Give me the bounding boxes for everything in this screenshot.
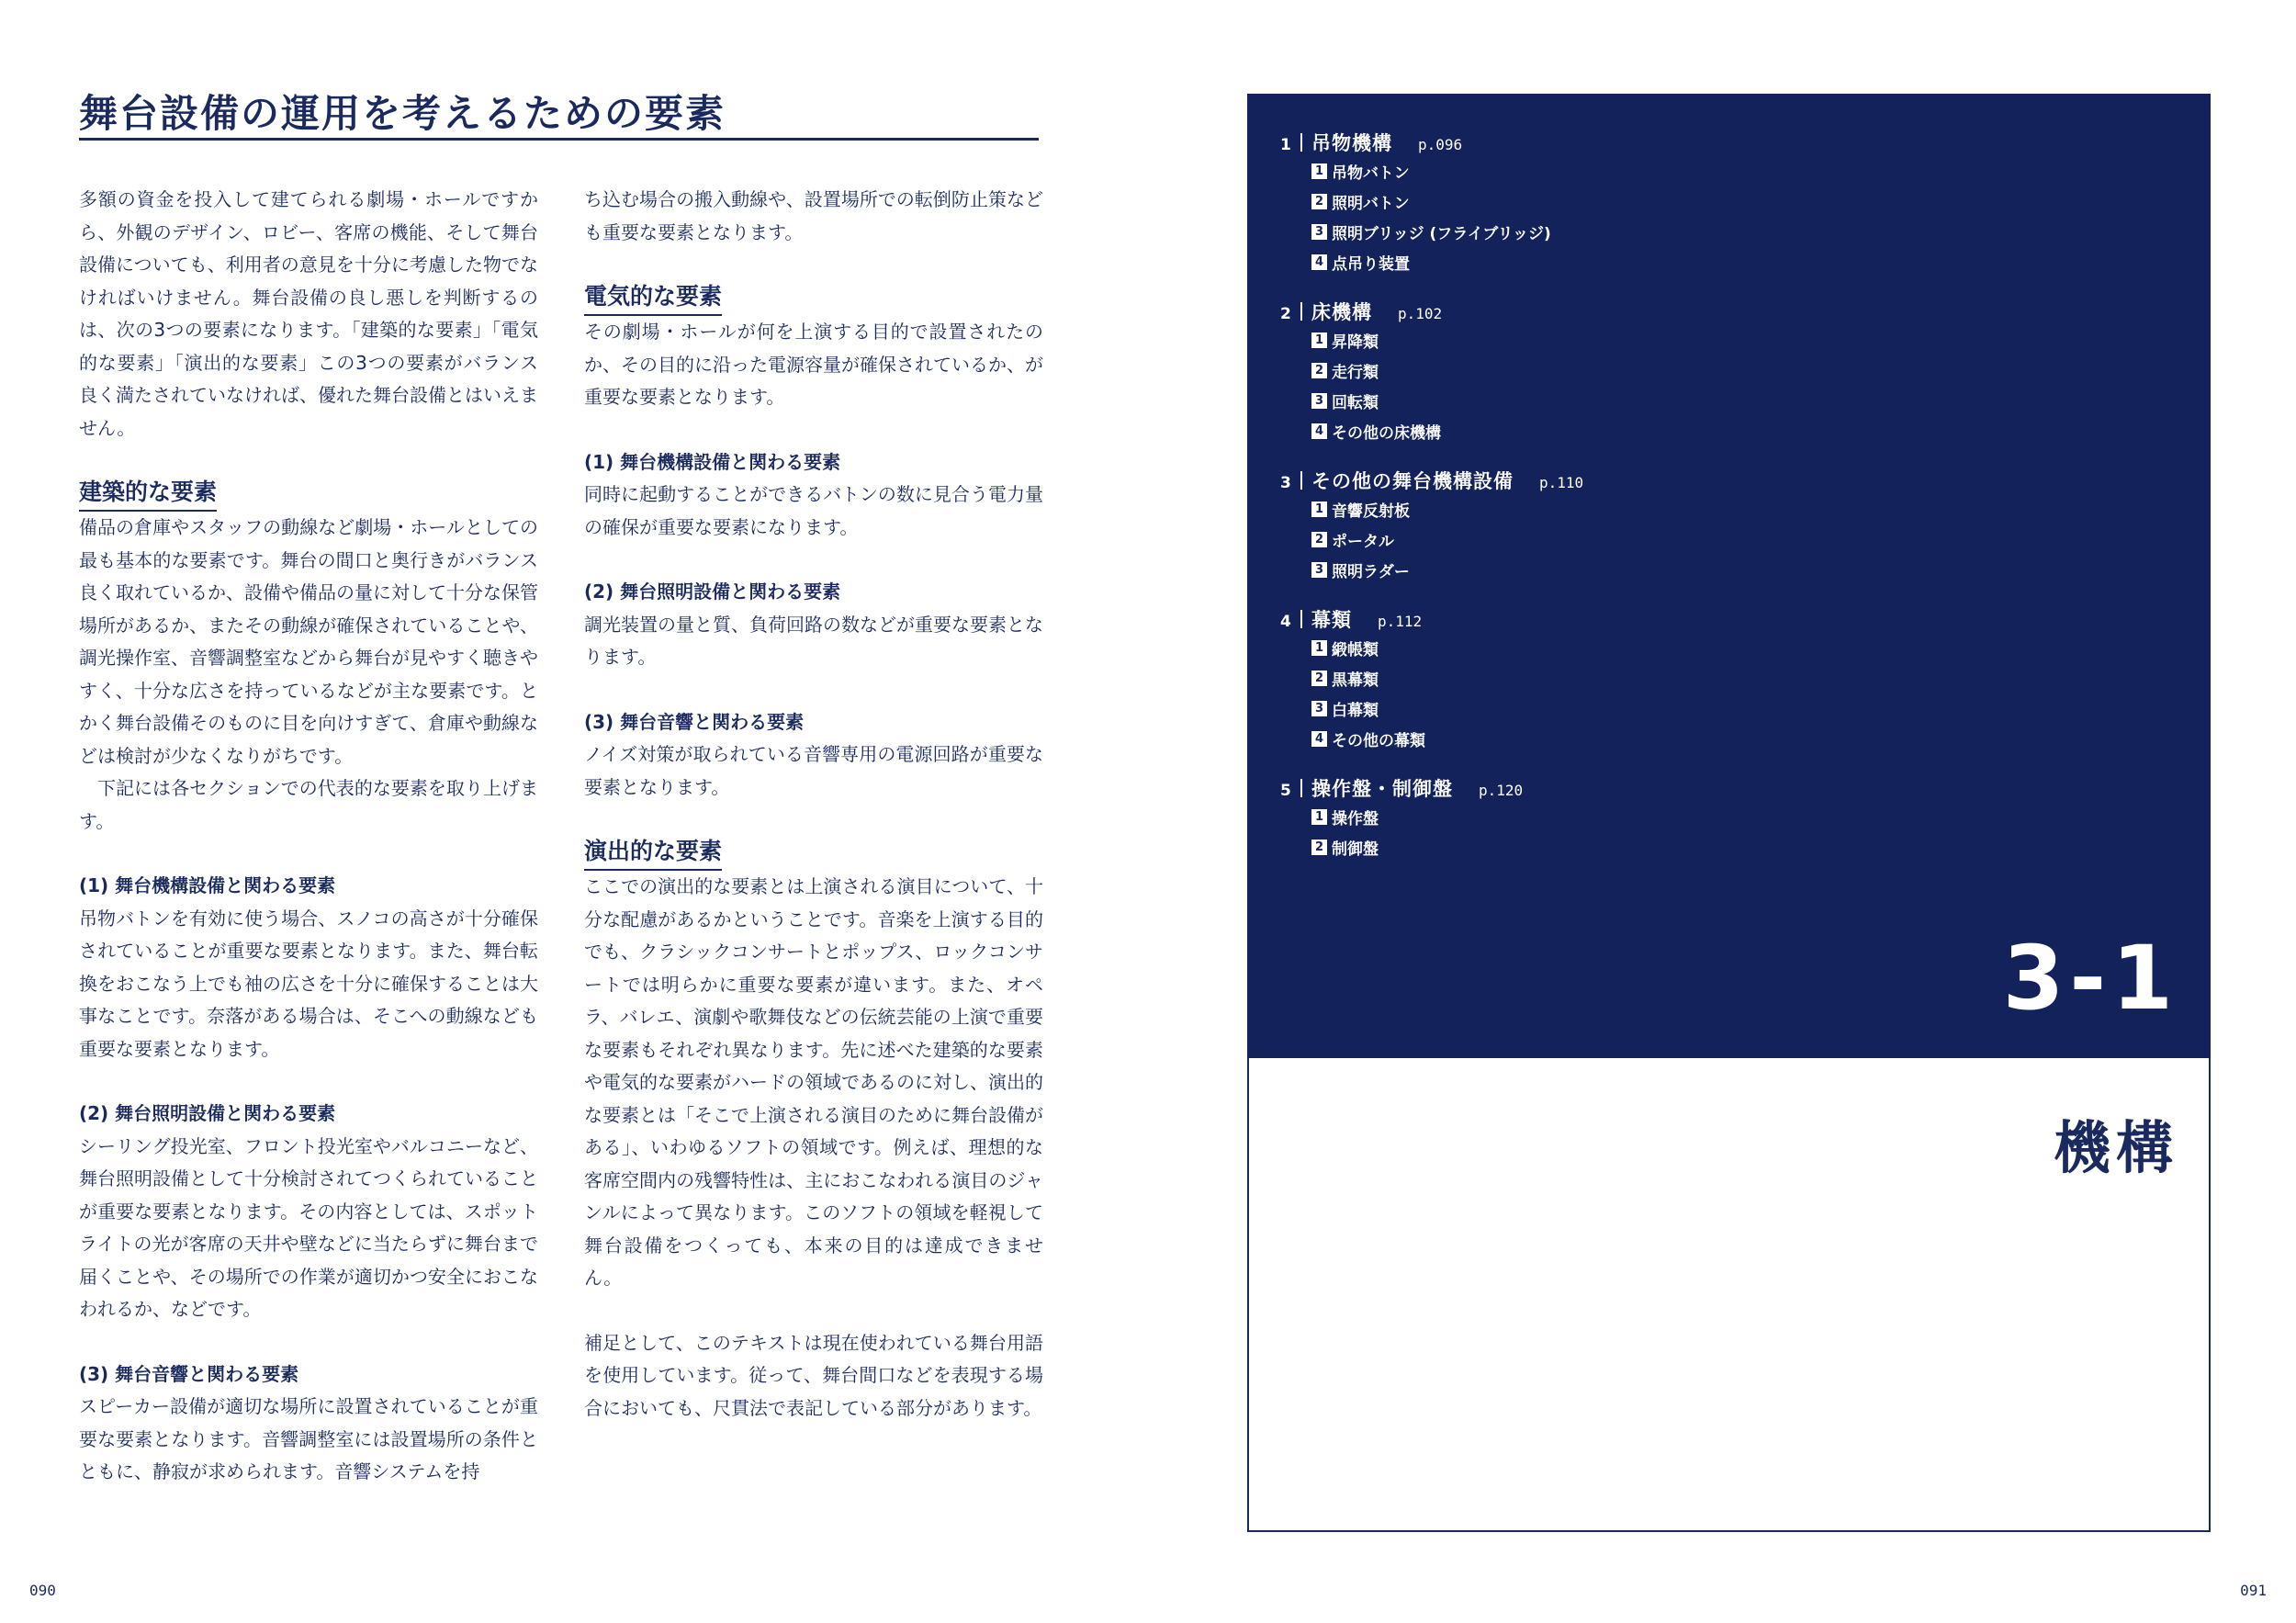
elec-sound-paragraph: ノイズ対策が取られている音響専用の電源回路が重要な要素となります。: [584, 743, 1043, 798]
toc-divider: [1300, 133, 1302, 152]
chapter-number: 3-1: [2002, 927, 2178, 1030]
toc-item-label: 点吊り装置: [1332, 255, 1410, 274]
toc-item-label: その他の幕類: [1332, 732, 1425, 750]
toc-page-ref: p.102: [1398, 305, 1443, 322]
toc-item-label: 白幕類: [1332, 702, 1379, 720]
sub-heading-sound: (3) 舞台音響と関わる要素: [79, 1362, 299, 1385]
toc-item-number-badge: 2: [1311, 671, 1327, 686]
toc-item-label: 緞帳類: [1332, 641, 1379, 659]
toc-group: [1280, 129, 2107, 277]
sub-heading-lighting: (2) 舞台照明設備と関わる要素: [79, 1102, 336, 1124]
title-underline: [79, 138, 1039, 141]
toc-item: [1280, 693, 2107, 724]
toc-section-number: 3: [1280, 474, 1291, 492]
toc-divider: [1300, 610, 1302, 628]
toc-item-label: 音響反射板: [1332, 502, 1410, 521]
toc-heading: [1280, 298, 2107, 325]
toc-divider: [1300, 471, 1302, 490]
toc-group: [1280, 298, 2107, 446]
table-of-contents: [1280, 129, 2107, 883]
toc-page-ref: p.112: [1378, 613, 1423, 630]
toc-item: [1280, 832, 2107, 862]
page-title: 舞台設備の運用を考えるための要素: [79, 91, 726, 136]
toc-item-number-badge: 4: [1311, 254, 1327, 270]
toc-item: [1280, 524, 2107, 555]
toc-item: [1280, 416, 2107, 446]
toc-item-number-badge: 2: [1311, 194, 1327, 209]
directing-paragraph: ここでの演出的な要素とは上演される演目について、十分な配慮があるかということです。音楽を上演する目的でも、クラシックコンサートとポップス、ロックコンサートでは明らかに重要な要素が違います。また、オペラ、バレエ、演劇や歌舞伎などの伝統芸能の上演で重要な要素もそれぞれ異なります。先に述べた建築的な要素や電気的な要素がハードの領域であるのに対し、演出的な要素とは「そこで上演される演目のために舞台設備がある」、いわゆるソフトの領域です。例えば、理想的な客席空間内の残響特性は、主におこなわれる演目のジャンルによって異なります。このソフトの領域を軽視して舞台設備をつくっても、本来の目的は達成できません。: [584, 875, 1043, 1289]
sub-heading-machinery: (1) 舞台機構設備と関わる要素: [79, 874, 336, 896]
toc-item-label: ポータル: [1332, 533, 1394, 551]
toc-item-label: 黒幕類: [1332, 671, 1379, 690]
section-heading-architectural: 建築的な要素: [79, 476, 217, 512]
continued-paragraph: ち込む場合の搬入動線や、設置場所での転倒防止策なども重要な要素となります。: [584, 188, 1043, 243]
toc-divider: [1300, 779, 1302, 797]
toc-section-title: 吊物機構: [1311, 132, 1392, 154]
toc-item-number-badge: 2: [1311, 532, 1327, 547]
toc-section-number: 1: [1280, 136, 1291, 154]
page-number-left: 090: [29, 1582, 56, 1599]
toc-item-number-badge: 3: [1311, 224, 1327, 240]
toc-item-label: 操作盤: [1332, 810, 1379, 828]
toc-item-label: 照明ラダー: [1332, 563, 1410, 581]
toc-section-title: その他の舞台機構設備: [1311, 470, 1514, 492]
toc-page-ref: p.110: [1539, 474, 1584, 491]
elec-lighting-paragraph: 調光装置の量と質、負荷回路の数などが重要な要素となります。: [584, 613, 1043, 668]
architectural-paragraph-2: 下記には各セクションでの代表的な要素を取り上げます。: [79, 777, 538, 832]
toc-item: [1280, 217, 2107, 247]
toc-item: [1280, 802, 2107, 832]
toc-item: [1280, 555, 2107, 585]
toc-item: [1280, 633, 2107, 663]
toc-item: [1280, 186, 2107, 217]
section-heading-directing: 演出的な要素: [584, 835, 722, 871]
sound-paragraph: スピーカー設備が適切な場所に設置されていることが重要な要素となります。音響調整室には設置場所の条件とともに、静寂が求められます。音響システムを持: [79, 1395, 538, 1482]
toc-item-label: 制御盤: [1332, 840, 1379, 859]
architectural-paragraph: 備品の倉庫やスタッフの動線など劇場・ホールとしての最も基本的な要素です。舞台の間口と奥行きがバランス良く取れているか、設備や備品の量に対して十分な保管場所があるか、またその動線が確保されていることや、調光操作室、音響調整室などから舞台が見やすく聴きやすく、十分な広さを持っているなどが主な要素です。とかく舞台設備そのものに目を向けすぎて、倉庫や動線などは検討が少なくなりがちです。: [79, 516, 538, 767]
electrical-paragraph: その劇場・ホールが何を上演する目的で設置されたのか、その目的に沿った電源容量が確保されているか、が重要な要素となります。: [584, 321, 1043, 408]
toc-heading: [1280, 129, 2107, 156]
intro-paragraph: 多額の資金を投入して建てられる劇場・ホールですから、外観のデザイン、ロビー、客席の機能、そして舞台設備についても、利用者の意見を十分に考慮した物でなければいけません。舞台設備の良し悪しを判断するのは、次の3つの要素になります。「建築的な要素」「電気的な要素」「演出的な要素」この3つの要素がバランス良く満たされていなければ、優れた舞台設備とはいえません。: [79, 188, 538, 439]
toc-section-title: 操作盤・制御盤: [1311, 778, 1453, 800]
toc-group: [1280, 467, 2107, 585]
sub-heading-elec-sound: (3) 舞台音響と関わる要素: [584, 710, 805, 733]
elec-machinery-paragraph: 同時に起動することができるバトンの数に見合う電力量の確保が重要な要素になります。: [584, 483, 1043, 538]
toc-item-number-badge: 4: [1311, 423, 1327, 439]
toc-section-title: 幕類: [1311, 609, 1352, 631]
toc-item-number-badge: 4: [1311, 731, 1327, 747]
toc-item-number-badge: 1: [1311, 502, 1327, 517]
toc-item: [1280, 355, 2107, 386]
sub-heading-elec-lighting: (2) 舞台照明設備と関わる要素: [584, 580, 841, 603]
toc-section-number: 2: [1280, 305, 1291, 323]
toc-section-number: 5: [1280, 782, 1291, 800]
toc-item-number-badge: 1: [1311, 640, 1327, 656]
toc-item-number-badge: 2: [1311, 363, 1327, 378]
toc-item-label: 吊物バトン: [1332, 164, 1410, 183]
toc-item-label: 回転類: [1332, 394, 1379, 412]
page-number-right: 091: [2240, 1582, 2267, 1599]
toc-item-number-badge: 3: [1311, 393, 1327, 409]
toc-item: [1280, 494, 2107, 524]
toc-item-number-badge: 3: [1311, 562, 1327, 578]
toc-item: [1280, 724, 2107, 754]
toc-item-number-badge: 3: [1311, 701, 1327, 716]
toc-item: [1280, 247, 2107, 277]
toc-group: [1280, 774, 2107, 862]
toc-divider: [1300, 302, 1302, 321]
text-column-left: [79, 184, 538, 1489]
toc-item: [1280, 386, 2107, 416]
machinery-paragraph: 吊物バトンを有効に使う場合、スノコの高さが十分確保されていることが重要な要素となります。また、舞台転換をおこなう上でも袖の広さを十分に確保することは大事なことです。奈落がある場合は、そこへの動線なども重要な要素となります。: [79, 907, 538, 1060]
toc-item-number-badge: 1: [1311, 809, 1327, 825]
toc-item-number-badge: 1: [1311, 332, 1327, 348]
toc-item-label: 走行類: [1332, 364, 1379, 382]
chapter-name: 機構: [2053, 1114, 2178, 1181]
toc-item: [1280, 156, 2107, 186]
toc-item: [1280, 325, 2107, 355]
toc-heading: [1280, 605, 2107, 633]
toc-page-ref: p.096: [1418, 136, 1463, 153]
toc-heading: [1280, 774, 2107, 802]
sub-heading-elec-machinery: (1) 舞台機構設備と関わる要素: [584, 450, 841, 473]
toc-page-ref: p.120: [1479, 782, 1524, 799]
toc-item-label: 昇降類: [1332, 333, 1379, 352]
toc-item-label: 照明バトン: [1332, 195, 1410, 213]
lighting-paragraph: シーリング投光室、フロント投光室やバルコニーなど、舞台照明設備として十分検討されてつくられていることが重要な要素となります。その内容としては、スポットライトの光が客席の天井や壁などに当たらずに舞台まで届くことや、その場所での作業が適切かつ安全におこなわれるか、などです。: [79, 1134, 538, 1320]
note-paragraph: 補足として、このテキストは現在使われている舞台用語を使用しています。従って、舞台間口などを表現する場合においても、尺貫法で表記している部分があります。: [584, 1331, 1043, 1419]
toc-item: [1280, 663, 2107, 693]
toc-item-label: 照明ブリッジ (フライブリッジ): [1332, 225, 1551, 243]
toc-item-label: その他の床機構: [1332, 424, 1441, 443]
toc-group: [1280, 605, 2107, 754]
toc-item-number-badge: 2: [1311, 840, 1327, 855]
toc-heading: [1280, 467, 2107, 494]
toc-item-number-badge: 1: [1311, 163, 1327, 179]
section-heading-electrical: 電気的な要素: [584, 280, 722, 316]
text-column-right: [584, 184, 1043, 1425]
toc-section-title: 床機構: [1311, 301, 1372, 323]
toc-section-number: 4: [1280, 613, 1291, 631]
